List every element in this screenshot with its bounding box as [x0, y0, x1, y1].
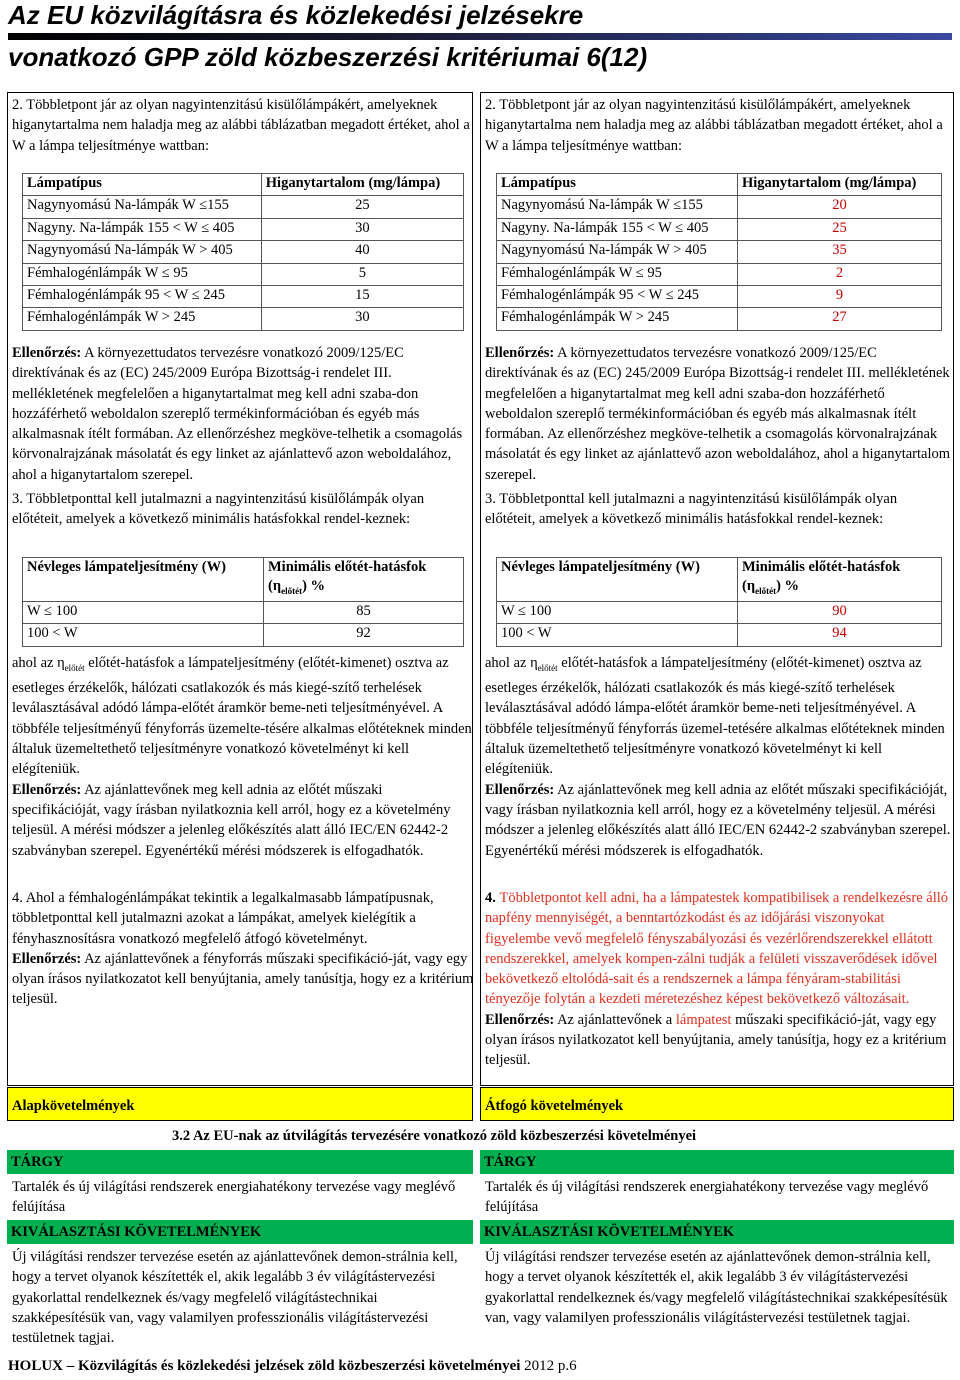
- section-title: 3.2 Az EU-nak az útvilágítás tervezésére vonatkozó zöld közbeszerzési követelményei: [172, 1128, 697, 1144]
- right-mercury-table: [496, 173, 942, 331]
- table-row: 100 < W 94: [497, 624, 942, 646]
- subject-text-left: Tartalék és új világítási rendszerek energiahatékony tervezése vagy meglévő felújítása: [12, 1179, 456, 1216]
- page-footer: HOLUX – Közvilágítás és közlekedési jelzések zöld közbeszerzési követelményei 2012 p.6: [8, 1358, 577, 1374]
- table-row: Nagynyomású Na-lámpák W ≤155 20: [497, 196, 942, 218]
- right-check-1: Ellenőrzés: A környezettudatos tervezésre vonatkozó 2009/125/EC direktívának és az (EC) 245/2009 Európa Bizottság-i rendelet III. mellékletének megfelelően a higanytartalmat meg kell adni szaba-don hozzáférhető weboldalon szereplő termékinformációban és egyéb más alkalmasnak ítélt formában. Az ellenőrzéshez megköve-telhetik a csomagolás körvonalrajzának másolatát és egy linket az ajánlattevő azon weboldalához, ahol a higanytartalom szerepel.: [485, 345, 951, 483]
- table-header: Lámpatípus: [497, 174, 738, 196]
- document-title-line2: vonatkozó GPP zöld közbeszerzési kritériumai 6(12): [8, 42, 648, 72]
- table-row: Nagyny. Na-lámpák 155 < W ≤ 405 25: [497, 218, 942, 240]
- table-row: W ≤ 100 90: [497, 601, 942, 623]
- table-row: Nagynyomású Na-lámpák W > 405 40: [23, 241, 464, 263]
- core-criteria-label: Alapkövetelmények: [7, 1087, 473, 1121]
- table-header: Higanytartalom (mg/lámpa): [737, 174, 941, 196]
- table-row: Fémhalogénlámpák 95 < W ≤ 245 15: [23, 285, 464, 307]
- left-criterion-4: 4. Ahol a fémhalogénlámpákat tekintik a legalkalmasabb lámpatípusnak, többletponttal kell jutalmazni azokat a lámpákat, amelyek kielégítik a fényhasznosításra vonatkozó megfelelő átfogó követelményt. Ellenőrzés: Az ajánlattevőnek a fényforrás műszaki specifikáció-ját, vagy egy olyan írásos nyilatkozatot kell benyújtania, amely tanúsítja, hogy ez a kritérium teljesül.: [12, 890, 474, 1008]
- selection-heading-left: KIVÁLASZTÁSI KÖVETELMÉNYEK: [7, 1220, 473, 1244]
- subject-heading-left: TÁRGY: [7, 1150, 473, 1174]
- table-row: Nagynyomású Na-lámpák W ≤155 25: [23, 196, 464, 218]
- left-ballast-table: Névleges lámpateljesítmény (W) Minimális előtét-hatásfok $(\eta_{előtét})$ % W ≤ 100 85 100 < W 92: [22, 557, 464, 647]
- table-row: Fémhalogénlámpák 95 < W ≤ 245 9: [497, 285, 942, 307]
- left-mercury-table: [22, 173, 464, 331]
- left-efficiency-explanation: ahol az $\eta_{előtét}$ előtét-hatásfok a lámpateljesítmény (előtét-kimenet) osztva az esetleges érzékelők, hálózati csatlakozók és más kiegé-szítő terhelések leválasztásával adódó lámpa-előtét áramkör beme-neti teljesítményével. A többféle teljesítményű fényforrás üzemelte-tésére alkalmas előtéteknek minden általuk üzemeltethető teljesítményre vonatkozó követelményt ki kell elégíteniük. Ellenőrzés: Az ajánlattevőnek meg kell adnia az előtét műszaki specifikációját, vagy írásban nyilatkoznia kell arról, hogy ez a követelmény teljesül. A mérési módszer a jelenleg előkészítés alatt álló IEC/EN 62442-2 szabványban szerepel. Egyenértékű mérési módszerek is elfogadhatók.: [12, 655, 472, 859]
- table-row: Nagynyomású Na-lámpák W > 405 35: [497, 241, 942, 263]
- right-criterion-3: 3. Többletponttal kell jutalmazni a nagyintenzitású kisülőlámpák olyan előtéteit, amelyek a következő minimális hatásfokkal rendel-keznek:: [485, 491, 898, 528]
- table-header: Higanytartalom (mg/lámpa): [261, 174, 463, 196]
- selection-heading-right: KIVÁLASZTÁSI KÖVETELMÉNYEK: [480, 1220, 954, 1244]
- table-row: 100 < W 92: [23, 624, 464, 646]
- table-row: Nagyny. Na-lámpák 155 < W ≤ 405 30: [23, 218, 464, 240]
- left-criterion-2: 2. Többletpont jár az olyan nagyintenzitású kisülőlámpákért, amelyeknek higanytartalma nem haladja meg az alábbi táblázatban megadott értéket, ahol a W a lámpa teljesítménye wattban:: [12, 97, 470, 154]
- subject-heading-right: TÁRGY: [480, 1150, 954, 1174]
- document-title-line1: Az EU közvilágításra és közlekedési jelzésekre: [8, 0, 584, 30]
- left-check-1: Ellenőrzés: A környezettudatos tervezésre vonatkozó 2009/125/EC direktívának és az (EC) 245/2009 Európa Bizottság-i rendelet III. mellékletének megfelelően a higanytartalmat meg kell adni szaba-don hozzáférhető weboldalon szereplő termékinformációban és egyéb más alkalmasnak ítélt formában. Az ellenőrzéshez megköve-telhetik a csomagolás körvonalrajzának másolatát és egy linket az ajánlattevő azon weboldalához, ahol a higanytartalom szerepel.: [12, 345, 463, 483]
- title-divider-bar: [8, 33, 952, 40]
- table-header: Lámpatípus: [23, 174, 262, 196]
- table-row: Fémhalogénlámpák W > 245 27: [497, 308, 942, 330]
- table-row: W ≤ 100 85: [23, 601, 464, 623]
- right-criterion-4: 4. Többletpontot kell adni, ha a lámpatestek kompatibilisek a rendelkezésre álló napfény mennyiségét, a benntartózkodást és az időjárási viszonyokat figyelembe vevő megfelelő fényszabályozási és vezérlőrendszerekkel ellátott rendszerekkel, amelyek kompen-zálni tudják a felületi visszaverődések idővel bekövetkező eltolódá-sait és a rendszernek a lámpa fényáram-stabilitási tényezője folytán a kezdeti méretezéshez képest bekövetkező változásait. Ellenőrzés: Az ajánlattevőnek a lámpatest műszaki specifikáció-ját, vagy egy olyan írásos nyilatkozatot kell benyújtania, amely tanúsítja, hogy ez a kritérium teljesül.: [485, 890, 949, 1069]
- comprehensive-criteria-label: Átfogó követelmények: [480, 1087, 954, 1121]
- left-criterion-3: 3. Többletponttal kell jutalmazni a nagyintenzitású kisülőlámpák olyan előtéteit, amelyek a következő minimális hatásfokkal rendel-keznek:: [12, 491, 425, 528]
- right-criterion-2: 2. Többletpont jár az olyan nagyintenzitású kisülőlámpákért, amelyeknek higanytartalma nem haladja meg az alábbi táblázatban megadott értéket, ahol a W a lámpa teljesítménye wattban:: [485, 97, 943, 154]
- selection-text-right: Új világítási rendszer tervezése esetén az ajánlattevőnek demon-strálnia kell, hogy a tervet olyanok készítették el, akik legalább 3 év világítástervezési gyakorlattal rendelkeznek és/vagy megfelelő világítástechnikai szakképesítésük van, vagy valamilyen professzionális világítástervezési testületnek tagjai.: [485, 1249, 948, 1326]
- table-row: Fémhalogénlámpák W > 245 30: [23, 308, 464, 330]
- right-efficiency-explanation: ahol az $\eta_{előtét}$ előtét-hatásfok a lámpateljesítmény (előtét-kimenet) osztva az esetleges érzékelők, hálózati csatlakozók és más kiegé-szítő terhelések leválasztásával adódó lámpa-előtét áramkör beme-neti teljesítményével. A többféle teljesítményű fényforrás üzemel-tetésére alkalmas előtéteknek minden általuk üzemeltethető teljesítményre vonatkozó követelményt ki kell elégíteniük. Ellenőrzés: Az ajánlattevőnek meg kell adnia az előtét műszaki specifikációját, vagy írásban nyilatkoznia kell arról, hogy ez a követelmény teljesül. A mérési módszer a jelenleg előkészítés alatt álló IEC/EN 62442-2 szabványban szerepel. Egyenértékű mérési módszerek is elfogadhatók.: [485, 655, 951, 859]
- right-ballast-table: Névleges lámpateljesítmény (W) Minimális előtét-hatásfok $(\eta_{előtét})$ % W ≤ 100 90 100 < W 94: [496, 557, 942, 647]
- table-row: Fémhalogénlámpák W ≤ 95 2: [497, 263, 942, 285]
- selection-text-left: Új világítási rendszer tervezése esetén az ajánlattevőnek demon-strálnia kell, hogy a tervet olyanok készítették el, akik legalább 3 év világítástervezési gyakorlattal rendelkeznek és/vagy megfelelő világítástechnikai szakképesítésük van, vagy valamilyen professzionális világítástervezési testületnek tagjai.: [12, 1249, 458, 1347]
- subject-text-right: Tartalék és új világítási rendszerek energiahatékony tervezése vagy meglévő felújítása: [485, 1179, 929, 1216]
- table-row: Fémhalogénlámpák W ≤ 95 5: [23, 263, 464, 285]
